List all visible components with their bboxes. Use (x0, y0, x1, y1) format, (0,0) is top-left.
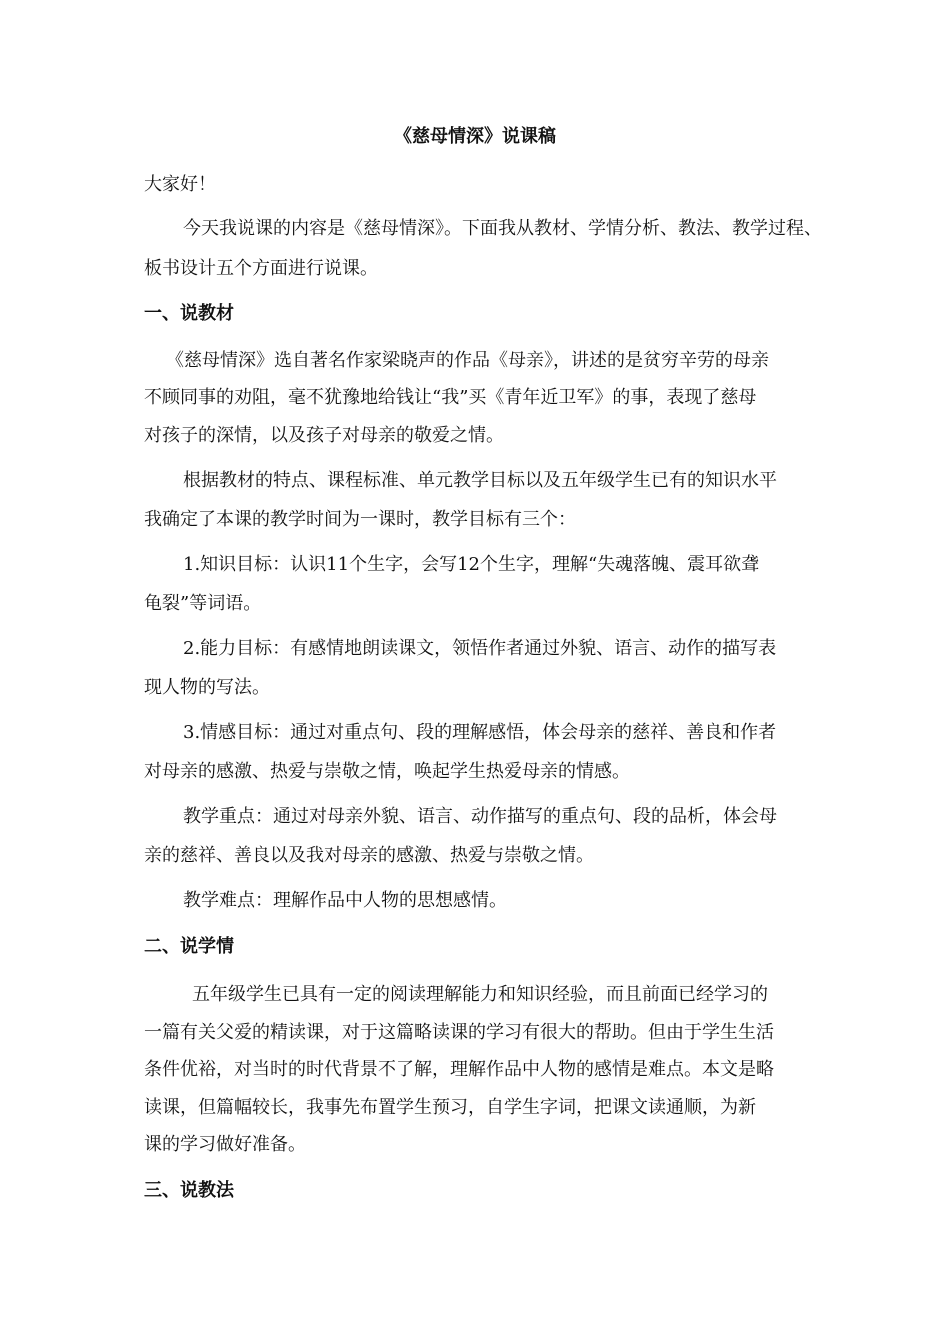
textbook-para1-line-3: 对孩子的深情，以及孩子对母亲的敬爱之情。 (144, 425, 504, 446)
students-para-line-1: 五年级学生已具有一定的阅读理解能力和知识经验，而且前面已经学习的 (192, 984, 768, 1005)
students-para-line-5: 课的学习做好准备。 (144, 1134, 306, 1155)
goal-knowledge-line-1: 1.知识目标：认识11个生字，会写12个生字，理解“失魂落魄、震耳欲聋 (183, 554, 760, 575)
difficulty-line: 教学难点：理解作品中人物的思想感情。 (183, 890, 507, 911)
section-heading-methods: 三、说教法 (144, 1180, 234, 1201)
textbook-para1-line-2: 不顾同事的劝阻，毫不犹豫地给钱让“我”买《青年近卫军》的事，表现了慈母 (144, 387, 757, 408)
goal-knowledge-line-2: 龟裂”等词语。 (144, 593, 262, 614)
key-point-line-2: 亲的慈祥、善良以及我对母亲的感激、热爱与崇敬之情。 (144, 845, 594, 866)
textbook-para2-line-1: 根据教材的特点、课程标准、单元教学目标以及五年级学生已有的知识水平 (183, 470, 777, 491)
students-para-line-4: 读课，但篇幅较长，我事先布置学生预习，自学生字词，把课文读通顺，为新 (144, 1097, 756, 1118)
document-title: 《慈母情深》说课稿 (394, 126, 556, 147)
greeting: 大家好！ (144, 174, 216, 195)
goal-ability-line-1: 2.能力目标：有感情地朗读课文，领悟作者通过外貌、语言、动作的描写表 (183, 638, 777, 659)
goal-emotion-line-2: 对母亲的感激、热爱与崇敬之情，唤起学生热爱母亲的情感。 (144, 761, 630, 782)
students-para-line-2: 一篇有关父爱的精读课，对于这篇略读课的学习有很大的帮助。但由于学生生活 (144, 1022, 774, 1043)
students-para-line-3: 条件优裕，对当时的时代背景不了解，理解作品中人物的感情是难点。本文是略 (144, 1059, 774, 1080)
textbook-para2-line-2: 我确定了本课的教学时间为一课时，教学目标有三个： (144, 509, 576, 530)
goal-ability-line-2: 现人物的写法。 (144, 677, 270, 698)
textbook-para1-line-1: 《慈母情深》选自著名作家梁晓声的作品《母亲》，讲述的是贫穷辛劳的母亲 (166, 350, 769, 371)
key-point-line-1: 教学重点：通过对母亲外貌、语言、动作描写的重点句、段的品析，体会母 (183, 806, 777, 827)
intro-line-2: 板书设计五个方面进行说课。 (144, 258, 378, 279)
intro-line-1: 今天我说课的内容是《慈母情深》。下面我从教材、学情分析、教法、教学过程、 (183, 218, 822, 239)
section-heading-textbook: 一、说教材 (144, 303, 234, 324)
goal-emotion-line-1: 3.情感目标：通过对重点句、段的理解感悟，体会母亲的慈祥、善良和作者 (183, 722, 777, 743)
section-heading-students: 二、说学情 (144, 936, 234, 957)
